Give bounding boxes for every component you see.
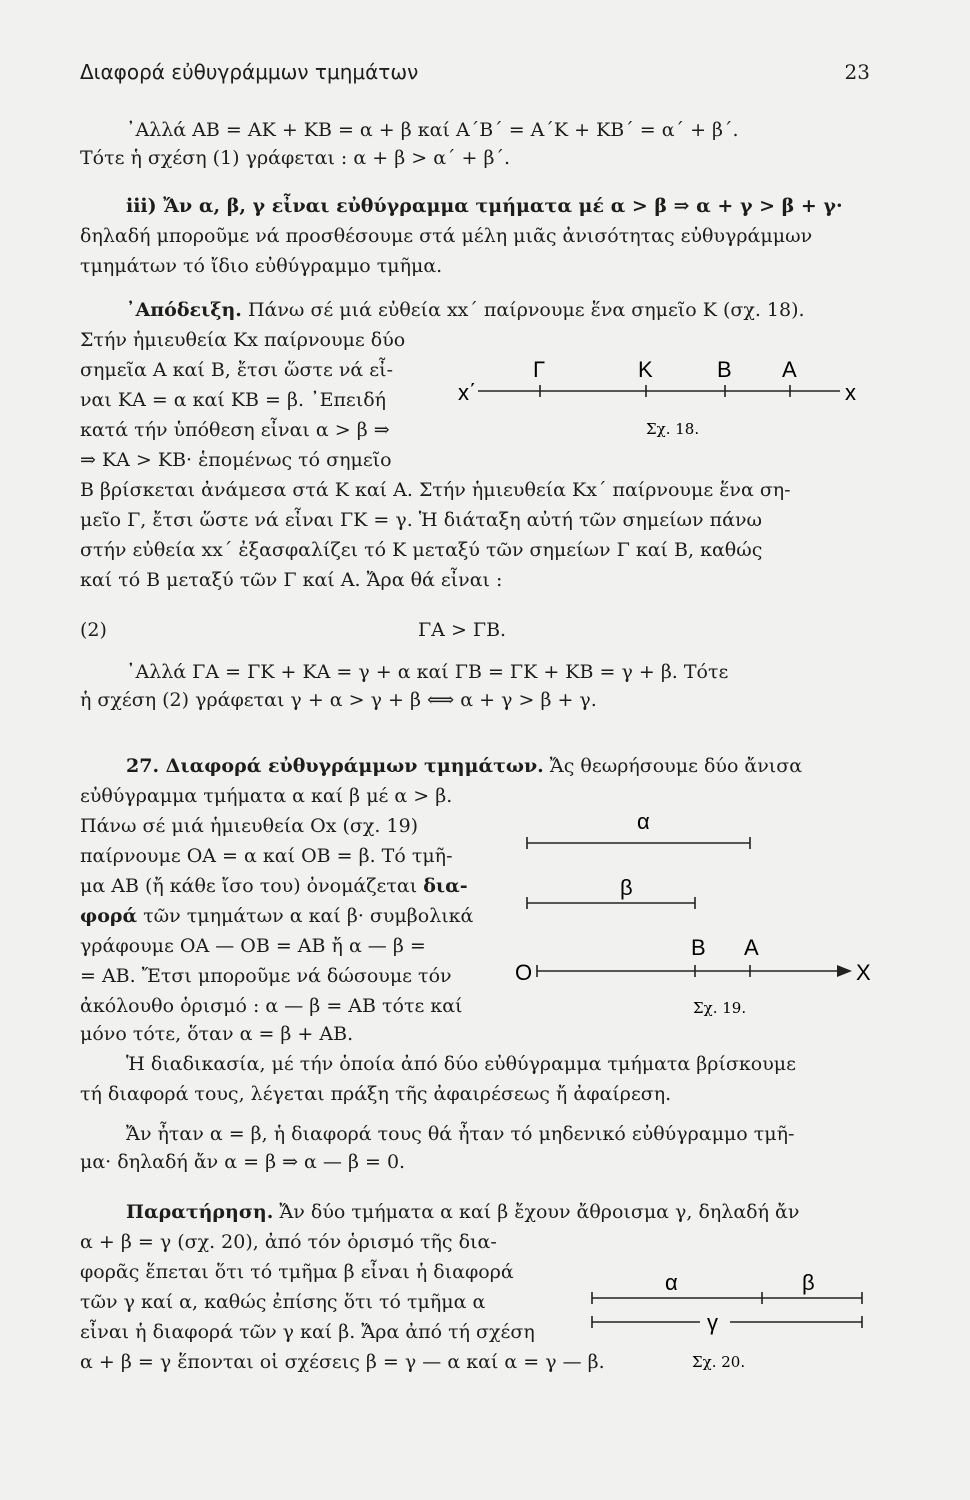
arrow-head-icon xyxy=(837,965,852,977)
text-line: φορᾶς ἕπεται ὅτι τό τμῆμα β εἶναι ἡ διαφορά xyxy=(80,1261,514,1283)
label-gamma: γ xyxy=(707,1310,718,1335)
text-line: τή διαφορά τους, λέγεται πράξη τῆς ἀφαιρέσεως ἤ ἀφαίρεση. xyxy=(80,1083,672,1105)
text-line: ⇒ ΚΑ > ΚΒ· ἑπομένως τό σημεῖο xyxy=(80,449,392,471)
text-line: εἶναι ἡ διαφορά τῶν γ καί β. Ἄρα ἀπό τή σχέση xyxy=(80,1321,535,1343)
text-span: Ἄς θεωρήσουμε δύο ἄνισα xyxy=(543,755,803,777)
remark-line xyxy=(126,1200,799,1224)
text-line: σημεῖα Α καί Β, ἔτσι ὥστε νά εἶ- xyxy=(80,359,394,381)
text-line: = ΑΒ. Ἔτσι μποροῦμε νά δώσουμε τόν xyxy=(80,965,452,987)
label-beta: β xyxy=(620,875,633,900)
equation-number: (2) xyxy=(80,619,107,641)
remark-heading: Παρατήρηση. xyxy=(126,1201,274,1223)
section-heading: 27. Διαφορά εὐθυγράμμων τμημάτων. xyxy=(126,755,544,777)
label-alpha: α xyxy=(637,809,650,834)
text-span: μα ΑΒ (ἤ κάθε ἴσο του) ὀνομάζεται xyxy=(80,875,424,897)
proof-heading: ᾿Απόδειξη. xyxy=(126,299,242,321)
equation: ΓΑ > ΓΒ. xyxy=(418,619,507,641)
label-x: x xyxy=(845,380,856,405)
figure-caption: Σχ. 20. xyxy=(692,1353,746,1371)
text-line: καί τό Β μεταξύ τῶν Γ καί Α. Ἄρα θά εἶναι : xyxy=(80,569,503,591)
figure-caption: Σχ. 19. xyxy=(693,999,747,1017)
figure-20 xyxy=(580,1260,880,1375)
figure-19 xyxy=(515,805,880,1025)
text-line: μα· δηλαδή ἄν α = β ⇒ α — β = 0. xyxy=(80,1151,406,1173)
label-b: Β xyxy=(717,357,732,382)
text-line: ἡ σχέση (2) γράφεται γ + α > γ + β ⟺ α + γ > β + γ. xyxy=(80,689,597,711)
text-line: α + β = γ (σχ. 20), ἀπό τόν ὁρισμό τῆς δια- xyxy=(80,1231,497,1253)
label-alpha: α xyxy=(665,1270,678,1295)
label-a: Α xyxy=(782,357,797,382)
text-line xyxy=(80,904,473,928)
running-header: Διαφορά εὐθυγράμμων τμημάτων xyxy=(80,60,419,84)
label-a: Α xyxy=(744,935,759,960)
label-gamma: Γ xyxy=(533,357,546,382)
text-span: Ἄν δύο τμήματα α καί β ἔχουν ἄθροισμα γ, δηλαδή ἄν xyxy=(273,1201,800,1223)
text-line: τῶν γ καί α, καθώς ἐπίσης ὅτι τό τμῆμα α xyxy=(80,1291,486,1313)
text-line: Στήν ἡμιευθεία Κx παίρνουμε δύο xyxy=(80,329,406,351)
text-line: εὐθύγραμμα τμήματα α καί β μέ α > β. xyxy=(80,785,453,807)
figure-18 xyxy=(450,355,870,445)
text-line: Τότε ἡ σχέση (1) γράφεται : α + β > α΄ + β΄. xyxy=(80,147,511,169)
text-line: γράφουμε ΟΑ — ΟΒ = ΑΒ ἤ α — β = xyxy=(80,935,426,957)
text-line: μεῖο Γ, ἔτσι ὥστε νά εἶναι ΓΚ = γ. Ἡ διάταξη αὐτή τῶν σημείων πάνω xyxy=(80,509,762,531)
label-k: Κ xyxy=(638,357,653,382)
text-line: Β βρίσκεται ἀνάμεσα στά Κ καί Α. Στήν ἡμιευθεία Κx΄ παίρνουμε ἕνα ση- xyxy=(80,479,791,501)
text-line xyxy=(80,874,468,898)
label-b: Β xyxy=(691,935,706,960)
section-heading-line xyxy=(126,754,802,778)
term-bold: δια- xyxy=(423,875,468,897)
text-line: ᾿Αλλά ΑΒ = ΑΚ + ΚΒ = α + β καί Α΄Β΄ = Α΄Κ + ΚΒ΄ = α΄ + β΄. xyxy=(126,119,739,141)
text-span: Πάνω σέ μιά εὐθεία xx΄ παίρνουμε ἕνα σημεῖο Κ (σχ. 18). xyxy=(241,299,805,321)
text-line: ναι ΚΑ = α καί ΚΒ = β. ᾿Επειδή xyxy=(80,389,387,411)
figure-caption: Σχ. 18. xyxy=(646,420,700,438)
text-line: κατά τήν ὑπόθεση εἶναι α > β ⇒ xyxy=(80,419,390,441)
label-origin: Ο xyxy=(515,960,533,985)
text-line: Ἡ διαδικασία, μέ τήν ὁποία ἀπό δύο εὐθύγραμμα τμήματα βρίσκουμε xyxy=(126,1053,796,1075)
text-line: δηλαδή μποροῦμε νά προσθέσουμε στά μέλη μιᾶς ἀνισότητας εὐθυγράμμων xyxy=(80,225,813,247)
theorem-statement: iii) Ἄν α, β, γ εἶναι εὐθύγραμμα τμήματα μέ α > β ⇒ α + γ > β + γ· xyxy=(126,195,843,217)
text-line: παίρνουμε ΟΑ = α καί ΟΒ = β. Τό τμῆ- xyxy=(80,845,453,867)
text-line: στήν εὐθεία xx΄ ἐξασφαλίζει τό Κ μεταξύ τῶν σημείων Γ καί Β, καθώς xyxy=(80,539,763,561)
text-line: Ἄν ἦταν α = β, ἡ διαφορά τους θά ἦταν τό μηδενικό εὐθύγραμμο τμῆ- xyxy=(126,1123,795,1145)
text-line: μόνο τότε, ὅταν α = β + ΑΒ. xyxy=(80,1023,354,1045)
text-line: ἀκόλουθο ὁρισμό : α — β = ΑΒ τότε καί xyxy=(80,995,463,1017)
text-line: Πάνω σέ μιά ἡμιευθεία Οx (σχ. 19) xyxy=(80,815,419,837)
page-number: 23 xyxy=(844,60,870,84)
text-line: α + β = γ ἕπονται οἱ σχέσεις β = γ — α καί α = γ — β. xyxy=(80,1351,605,1373)
label-beta: β xyxy=(802,1270,815,1295)
text-line: ᾿Αλλά ΓΑ = ΓΚ + ΚΑ = γ + α καί ΓΒ = ΓΚ + ΚΒ = γ + β. Τότε xyxy=(126,661,729,683)
text-line: τμημάτων τό ἴδιο εὐθύγραμμο τμῆμα. xyxy=(80,255,443,277)
label-x: X xyxy=(856,960,871,985)
term-bold: φορά xyxy=(80,905,138,927)
proof-line xyxy=(126,298,805,322)
text-span: τῶν τμημάτων α καί β· συμβολικά xyxy=(137,905,474,927)
label-x-prime: x΄ xyxy=(458,380,477,405)
